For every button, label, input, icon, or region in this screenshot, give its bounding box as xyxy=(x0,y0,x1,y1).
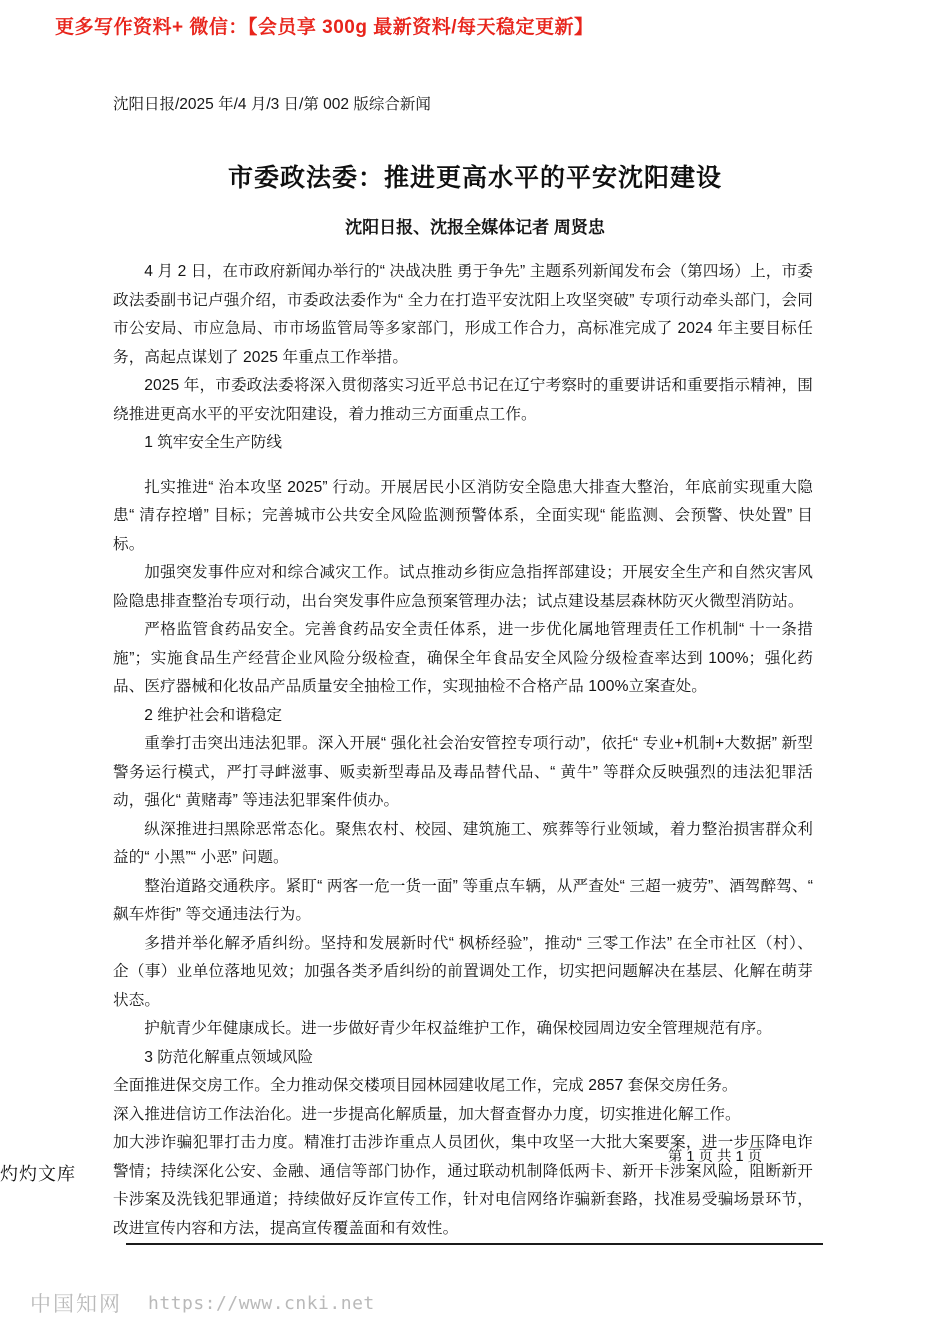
cnki-url-label: https://www.cnki.net xyxy=(148,1292,375,1314)
page-number-footer xyxy=(0,1145,950,1166)
paragraph-lead: 4 月 2 日，在市政府新闻办举行的“ 决战决胜 勇于争先” 主题系列新闻发布会（第四场）上，市委政法委副书记卢强介绍，市委政法委作为“ 全力在打造平安沈阳上攻坚突破” 专项行动牵头部门，会同市公安局、市应急局、市市场监管局等多家部门，形成工作合力，高标准完成了 2024 年主要目标任务，高起点谋划了 2025 年重点工作举措。 xyxy=(113,263,813,366)
paragraph-2-2: 纵深推进扫黑除恶常态化。聚焦农村、校园、建筑施工、殡葬等行业领域，着力整治损害群众利益的“ 小黑”“ 小恶” 问题。 xyxy=(113,820,813,866)
section-heading-2: 2 维护社会和谐稳定 xyxy=(144,706,282,724)
library-watermark: 灼灼文库 xyxy=(0,1164,76,1184)
source-citation: 沈阳日报/2025 年/4 月/3 日/第 002 版综合新闻 xyxy=(113,96,431,113)
paragraph-1-2: 加强突发事件应对和综合减灾工作。试点推动乡街应急指挥部建设；开展安全生产和自然灾害风险隐患排查整治专项行动，出台突发事件应急预案管理办法；试点建设基层森林防灭火微型消防站。 xyxy=(113,564,813,610)
footer-divider xyxy=(126,1243,823,1245)
cnki-name-label: 中国知网 xyxy=(30,1292,122,1316)
page-number-text: 第 1 页 共 1 页 xyxy=(667,1149,763,1165)
paragraph-1-1: 扎实推进“ 治本攻坚 2025” 行动。开展居民小区消防安全隐患大排查大整治，年底前实现重大隐患“ 清存控增” 目标；完善城市公共安全风险监测预警体系，全面实现“ 能监测、会预警、快处置” 目标。 xyxy=(113,478,813,553)
paragraph-3-3: 加大涉诈骗犯罪打击力度。精准打击涉诈重点人员团伙，集中攻坚一大批大案要案，进一步压降电诈警情；持续深化公安、金融、通信等部门协作，通过联动机制降低两卡、新开卡涉案风险，阻断新开卡涉案及洗钱犯罪通道；持续做好反诈宣传工作，针对电信网络诈骗新套路，找准易受骗场景环节，改进宣传内容和方法，提高宣传覆盖面和有效性。 xyxy=(113,1134,813,1237)
section-heading-3: 3 防范化解重点领域风险 xyxy=(144,1048,314,1066)
section-heading-1: 1 筑牢安全生产防线 xyxy=(144,434,282,451)
paragraph-2-1: 重拳打击突出违法犯罪。深入开展“ 强化社会治安管控专项行动”，依托“ 专业+机制+大数据” 新型警务运行模式，严打寻衅滋事、贩卖新型毒品及毒品替代品、“ 黄牛” 等群众反映强烈的违法犯罪活动，强化“ 黄赌毒” 等违法犯罪案件侦办。 xyxy=(113,735,813,809)
paragraph-1-3: 严格监管食药品安全。完善食药品安全责任体系，进一步优化属地管理责任工作机制“ 十一条措施”；实施食品生产经营企业风险分级检查，确保全年食品安全风险分级检查率达到 100%；强化药品、医疗器械和化妆品产品质量安全抽检工作，实现抽检不合格产品 100%立案查处。 xyxy=(113,621,813,695)
paragraph-2-5: 护航青少年健康成长。进一步做好青少年权益维护工作，确保校园周边安全管理规范有序。 xyxy=(144,1020,772,1037)
byline: 沈阳日报、沈报全媒体记者 周贤忠 xyxy=(345,218,605,237)
promo-banner-text: 更多写作资料+ 微信：【会员享 300g 最新资料/每天稳定更新】 xyxy=(55,17,594,38)
cnki-watermark xyxy=(30,1288,375,1318)
spacer xyxy=(113,458,813,474)
paragraph-2-4: 多措并举化解矛盾纠纷。坚持和发展新时代“ 枫桥经验”，推动“ 三零工作法” 在全市社区（村）、企（事）业单位落地见效；加强各类矛盾纠纷的前置调处工作，切实把问题解决在基层、化解在萌芽状态。 xyxy=(113,934,813,1009)
paragraph-2-3: 整治道路交通秩序。紧盯“ 两客一危一货一面” 等重点车辆，从严查处“ 三超一疲劳”、酒驾醉驾、“ 飙车炸街” 等交通违法行为。 xyxy=(113,877,813,923)
page-title: 市委政法委：推进更高水平的平安沈阳建设 xyxy=(227,164,722,192)
article-body xyxy=(113,258,813,1243)
paragraph-3-2: 深入推进信访工作法治化。进一步提高化解质量，加大督查督办力度，切实推进化解工作。 xyxy=(113,1105,741,1123)
paragraph-overview: 2025 年，市委政法委将深入贯彻落实习近平总书记在辽宁考察时的重要讲话和重要指示精神，围绕推进更高水平的平安沈阳建设，着力推动三方面重点工作。 xyxy=(113,377,813,423)
paragraph-3-1: 全面推进保交房工作。全力推动保交楼项目园林园建收尾工作，完成 2857 套保交房任务。 xyxy=(113,1077,738,1094)
